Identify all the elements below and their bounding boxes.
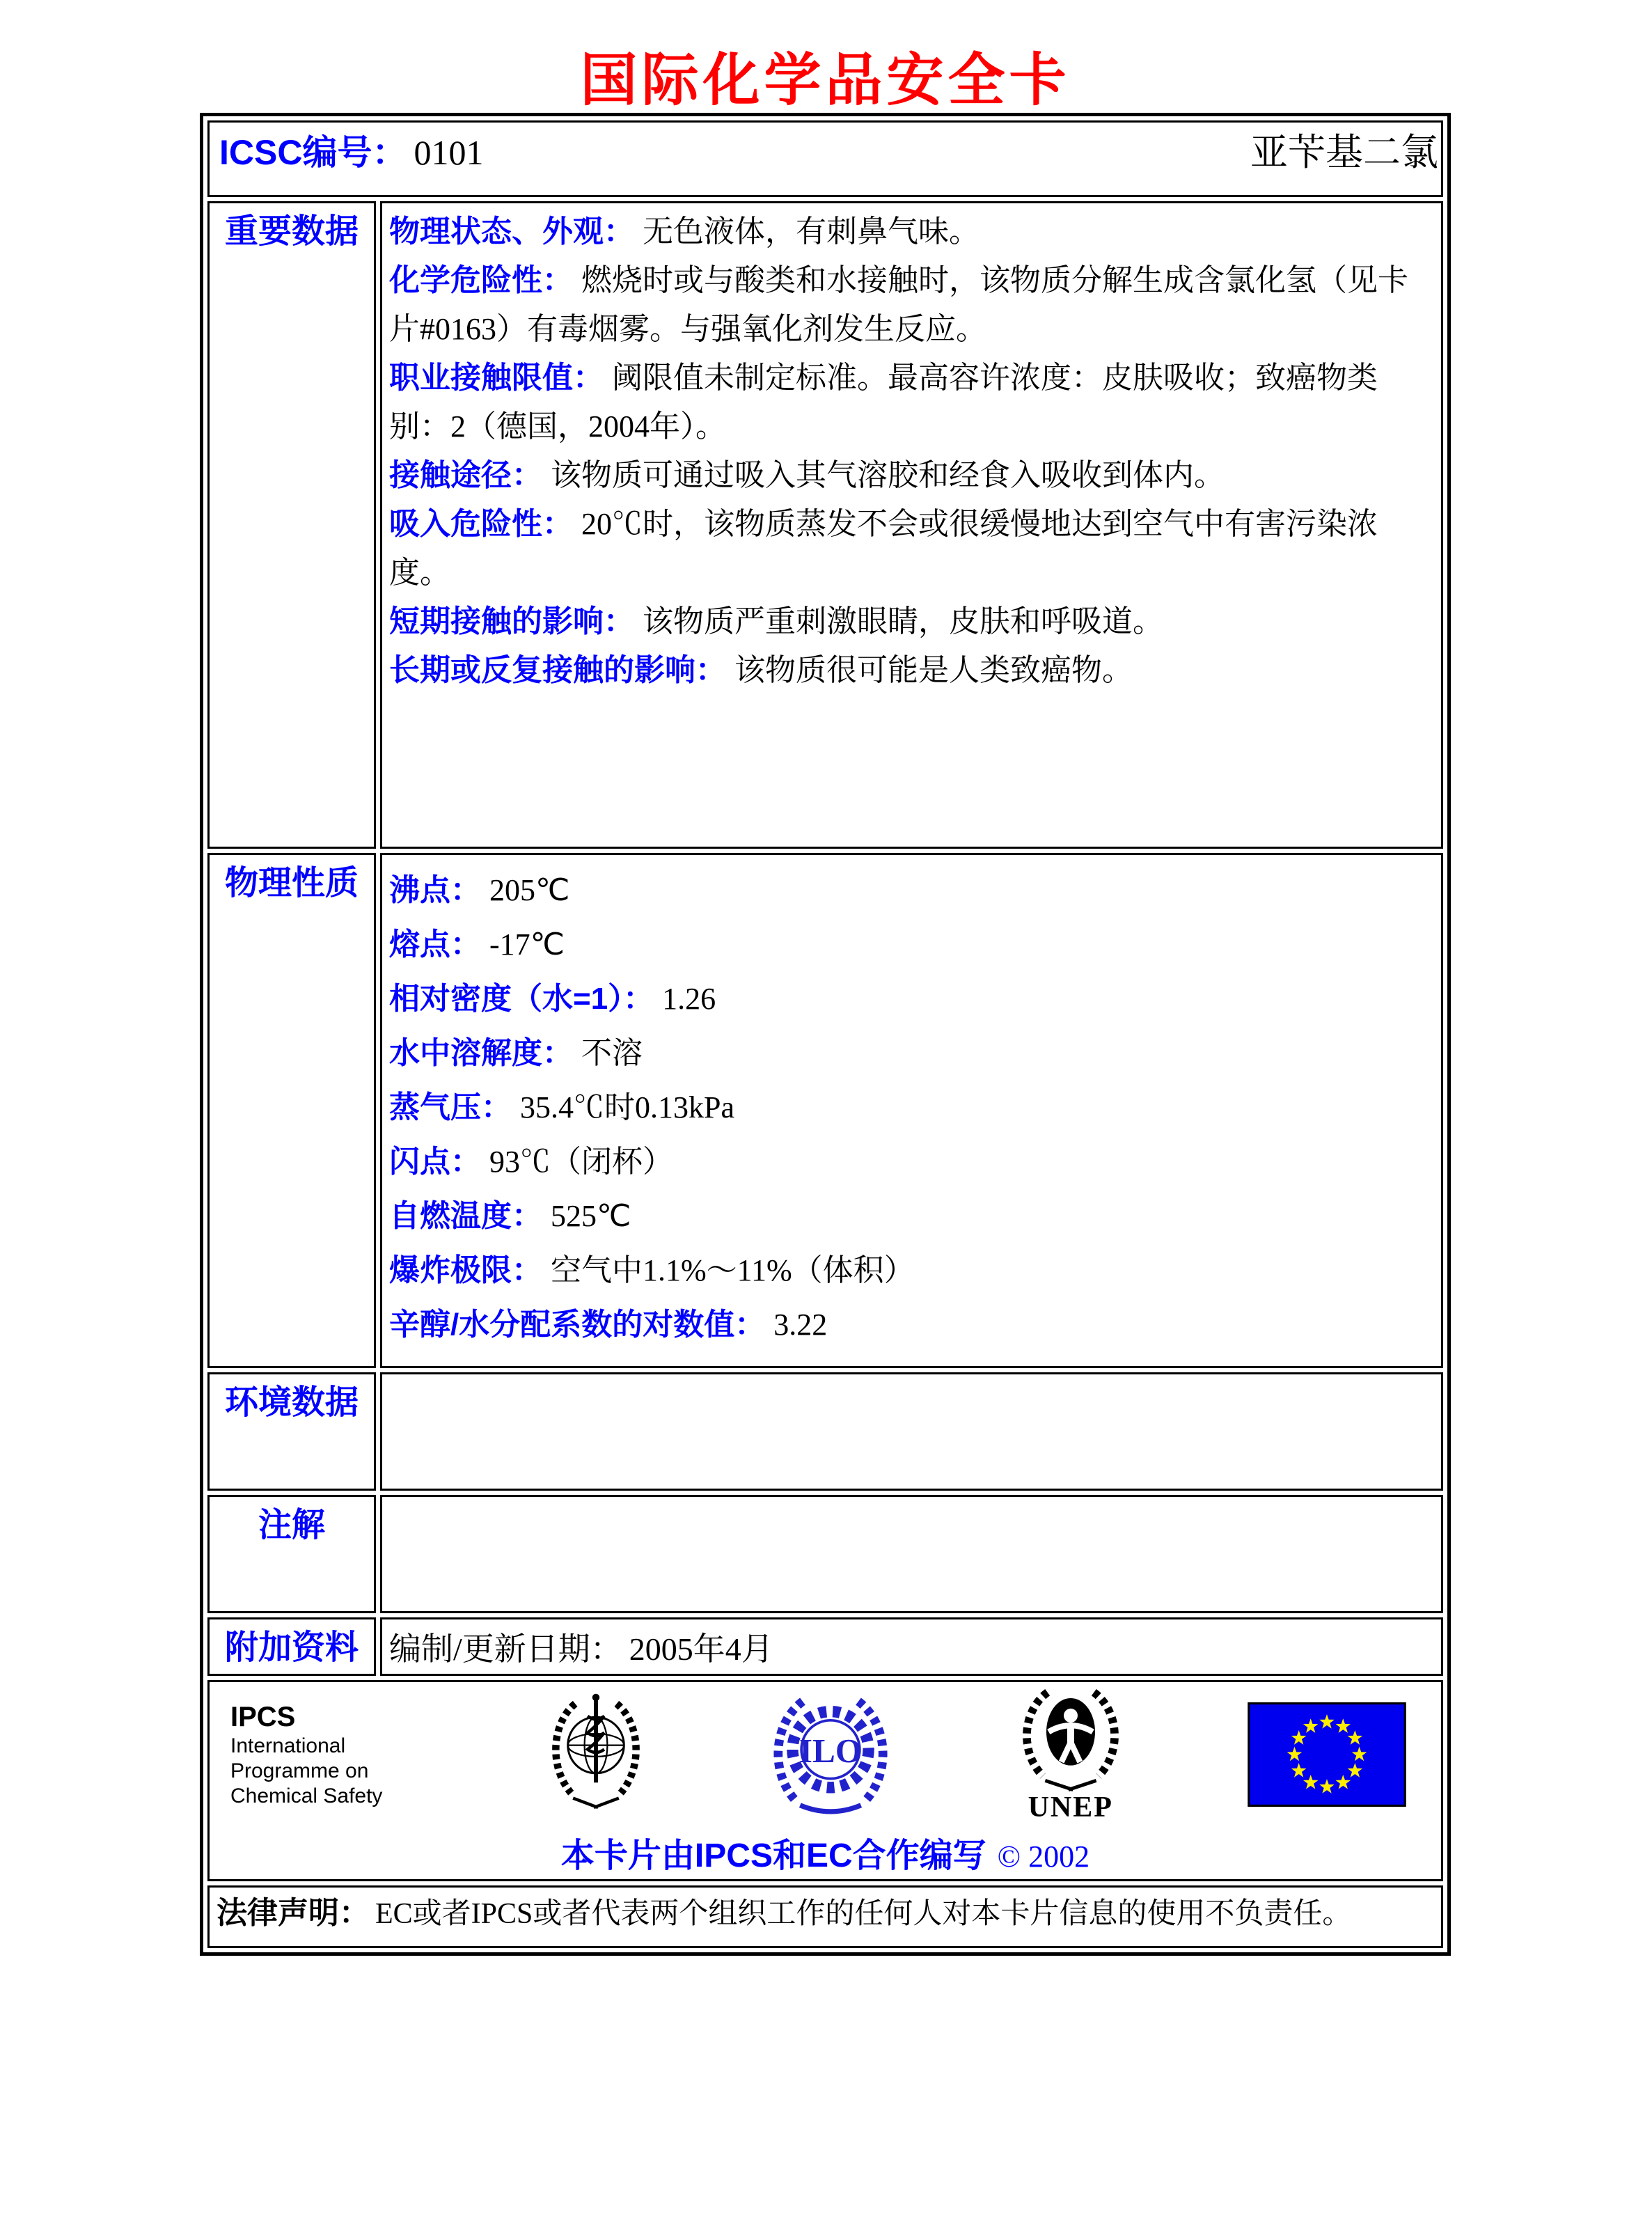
field-value: 35.4℃时0.13kPa: [520, 1090, 734, 1124]
logos-group: [223, 1688, 1427, 1821]
field-label: 编制/更新日期：: [389, 1631, 622, 1667]
field-label: 物理状态、外观：: [389, 214, 634, 249]
field-value: -17℃: [489, 927, 565, 962]
field-water-solubility: [389, 1026, 1433, 1081]
field-label: 爆炸极限：: [389, 1253, 542, 1287]
section-content-physical: [380, 853, 1443, 1368]
field-value: 1.26: [662, 982, 716, 1016]
field-value: 不溶: [581, 1036, 643, 1070]
field-update-date: [389, 1624, 1433, 1670]
field-label: 长期或反复接触的影响：: [389, 653, 726, 687]
section-content-important: [380, 201, 1443, 849]
field-exposure-route: [389, 451, 1433, 500]
eu-flag: [1248, 1702, 1406, 1807]
field-label: 职业接触限值：: [389, 361, 604, 395]
section-label-environment: 环境数据: [207, 1372, 376, 1491]
field-label: 自燃温度：: [389, 1199, 542, 1233]
ilo-logo: [767, 1691, 894, 1818]
unep-logo-text: UNEP: [1028, 1791, 1113, 1823]
field-vapor-pressure: [389, 1081, 1433, 1135]
field-label: 沸点：: [389, 873, 481, 907]
field-value: 无色液体，有刺鼻气味。: [643, 214, 980, 249]
section-row-physical: [207, 853, 1443, 1368]
field-relative-density: [389, 972, 1433, 1026]
icsc-number-value: 0101: [414, 132, 484, 172]
icsc-number-group: [219, 125, 483, 175]
field-value: 3.22: [773, 1308, 828, 1342]
field-label: 辛醇/水分配系数的对数值：: [389, 1308, 766, 1342]
field-value: 2005年4月: [629, 1631, 773, 1667]
copyright-text: 本卡片由IPCS和EC合作编写: [560, 1837, 986, 1874]
field-explosive-limits: [389, 1244, 1433, 1298]
ilo-logo-text: ILO: [799, 1731, 862, 1770]
legal-cell: [207, 1885, 1443, 1948]
field-boiling-point: [389, 863, 1433, 918]
field-octanol-water: [389, 1298, 1433, 1352]
field-value: 525℃: [551, 1199, 631, 1233]
page-title: 国际化学品安全卡: [580, 49, 1071, 112]
field-value: 93℃（闭杯）: [489, 1145, 673, 1179]
logos-row: [207, 1680, 1443, 1881]
section-label-physical: 物理性质: [207, 853, 376, 1368]
copyright-line: [223, 1828, 1427, 1876]
field-label: 水中溶解度：: [389, 1036, 573, 1070]
field-value: 该物质很可能是人类致癌物。: [734, 653, 1133, 687]
field-label: 化学危险性：: [389, 263, 573, 297]
logos-cell: [207, 1680, 1443, 1881]
legal-text: EC或者IPCS或者代表两个组织工作的任何人对本卡片信息的使用不负责任。: [375, 1898, 1352, 1930]
field-label: 闪点：: [389, 1145, 481, 1179]
field-autoignition-temp: [389, 1189, 1433, 1244]
field-value: 该物质可通过吸入其气溶胶和经食入吸收到体内。: [551, 458, 1225, 492]
section-content-additional: [380, 1617, 1443, 1676]
section-row-additional: [207, 1617, 1443, 1676]
field-value: 205℃: [489, 873, 570, 907]
ipcs-text-block: [230, 1700, 425, 1809]
section-label-additional: 附加资料: [207, 1617, 376, 1676]
field-label: 蒸气压：: [389, 1090, 512, 1124]
field-occupational-limit: [389, 354, 1433, 451]
field-melting-point: [389, 918, 1433, 972]
ipcs-line-2: Programme on: [230, 1759, 369, 1782]
section-label-important: 重要数据: [207, 201, 376, 849]
field-value: 空气中1.1%～11%（体积）: [551, 1253, 915, 1287]
legal-row: [207, 1885, 1443, 1948]
field-label: 吸入危险性：: [389, 507, 573, 541]
section-content-notes: [380, 1495, 1443, 1613]
ipcs-line-3: Chemical Safety: [230, 1784, 383, 1807]
ipcs-acronym: IPCS: [230, 1702, 296, 1732]
card-table: [200, 113, 1451, 1956]
section-row-notes: [207, 1495, 1443, 1613]
field-label: 短期接触的影响：: [389, 604, 634, 638]
icsc-number-label: ICSC编号：: [219, 132, 407, 172]
header-row: [207, 120, 1443, 197]
section-row-environment: [207, 1372, 1443, 1491]
section-content-environment: [380, 1372, 1443, 1491]
field-label: 熔点：: [389, 927, 481, 962]
field-flash-point: [389, 1135, 1433, 1189]
field-value: 该物质严重刺激眼睛，皮肤和呼吸道。: [643, 604, 1163, 638]
section-row-important: [207, 201, 1443, 849]
unep-logo-block: [1012, 1688, 1129, 1821]
field-inhalation-risk: [389, 500, 1433, 597]
field-long-term-effects: [389, 646, 1433, 695]
field-label: 接触途径：: [389, 458, 542, 492]
field-physical-state: [389, 207, 1433, 256]
field-value: 燃烧时或与酸类和水接触时，该物质分解生成含氯化氢（见卡片#0163）有毒烟雾。与强氧化剂发生反应。: [389, 263, 1408, 346]
unep-logo: [1012, 1688, 1129, 1792]
field-value: 阈限值未制定标准。最高容许浓度：皮肤吸收；致癌物类别：2（德国，2004年）。: [389, 361, 1378, 444]
field-label: 相对密度（水=1）：: [389, 982, 654, 1016]
header-cell: [207, 120, 1443, 197]
legal-label: 法律声明：: [217, 1896, 370, 1930]
ipcs-line-1: International: [230, 1734, 346, 1757]
copyright-year: © 2002: [997, 1839, 1090, 1874]
section-label-notes: 注解: [207, 1495, 376, 1613]
who-logo: [544, 1691, 648, 1818]
field-short-term-effects: [389, 597, 1433, 646]
field-value: 20℃时，该物质蒸发不会或很缓慢地达到空气中有害污染浓度。: [389, 507, 1378, 590]
field-chemical-danger: [389, 256, 1433, 354]
chemical-name: 亚苄基二氯: [1250, 132, 1438, 173]
